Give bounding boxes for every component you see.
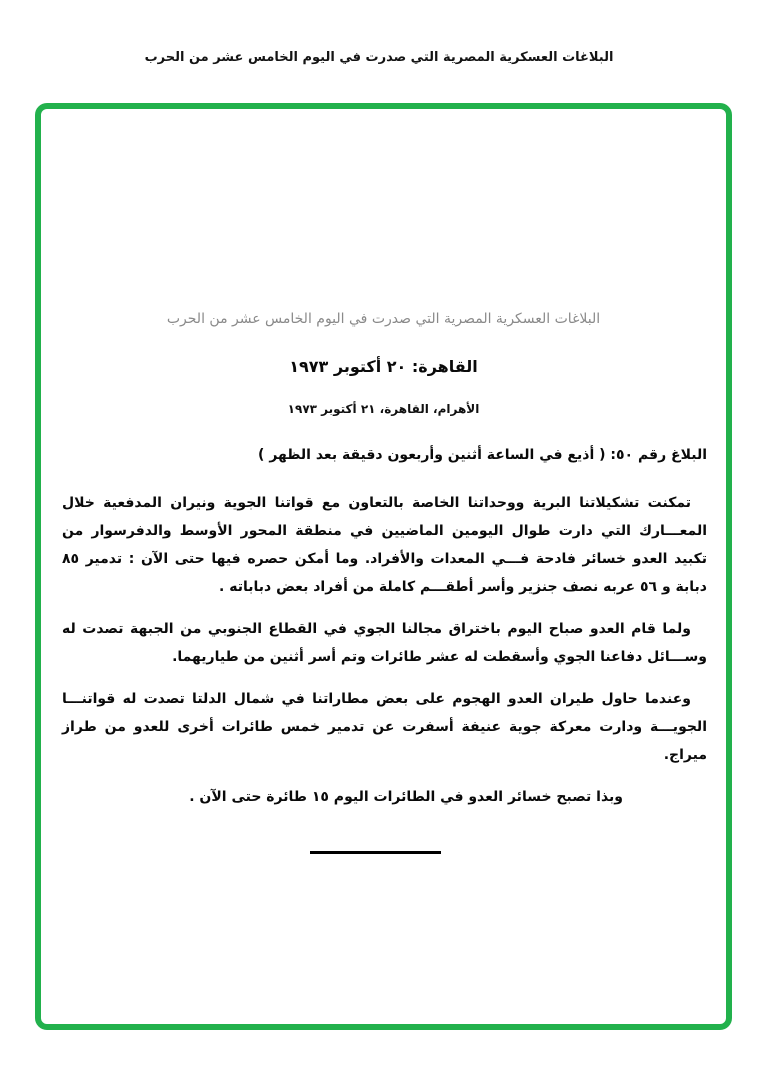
- source-citation-line: الأهرام، القاهرة، ٢١ أكتوبر ١٩٧٣: [287, 402, 480, 416]
- end-rule-divider: [310, 851, 441, 854]
- city-date-heading: القاهرة: ٢٠ أكتوبر ١٩٧٣: [289, 357, 478, 376]
- closing-summary-line: وبذا تصبح خسائر العدو في الطائرات اليوم ١٥ طائرة حتى الآن .: [189, 789, 623, 805]
- body-paragraph-3: وعندما حاول طيران العدو الهجوم على بعض مطاراتنا في شمال الدلتا تصدت له قواتنـــا الجويـــة ودارت معركة جوية عنيفة أسفرت عن تدمير خمس طائرات أخرى للعدو من طراز ميراج.: [62, 691, 707, 763]
- page-header-title: البلاغات العسكرية المصرية التي صدرت في اليوم الخامس عشر من الحرب: [144, 50, 614, 65]
- body-paragraph-2: ولما قام العدو صباح اليوم باختراق مجالنا الجوي في القطاع الجنوبي من الجبهة تصدت له وســـائل دفاعنا الجوي وأسقطت له عشر طائرات وتم أسر أثنين من طياريهما.: [62, 621, 707, 665]
- green-border-frame: [35, 103, 732, 1030]
- communique-number-line: البلاغ رقم ٥٠: ( أذيع في الساعة أثنين وأربعون دقيقة بعد الظهر ): [258, 447, 707, 463]
- document-body: [62, 443, 707, 811]
- faded-scan-title: البلاغات العسكرية المصرية التي صدرت في اليوم الخامس عشر من الحرب: [166, 311, 601, 327]
- body-paragraph-1: تمكنت تشكيلاتنا البرية ووحداتنا الخاصة بالتعاون مع قواتنا الجوية ونيران المدفعية خلال المعـــارك التي دارت طوال اليومين الماضيين في منطقة المحور الأوسط والدفرسوار من تكبيد العدو خسائر فادحة فـــي المعدات والأفراد. وما أمكن حصره فيها حتى الآن : تدمير ٨٥ دبابة و ٥٦ عربه نصف جنزير وأسر أطقـــم كاملة من أفراد بعض دباباته .: [62, 495, 707, 595]
